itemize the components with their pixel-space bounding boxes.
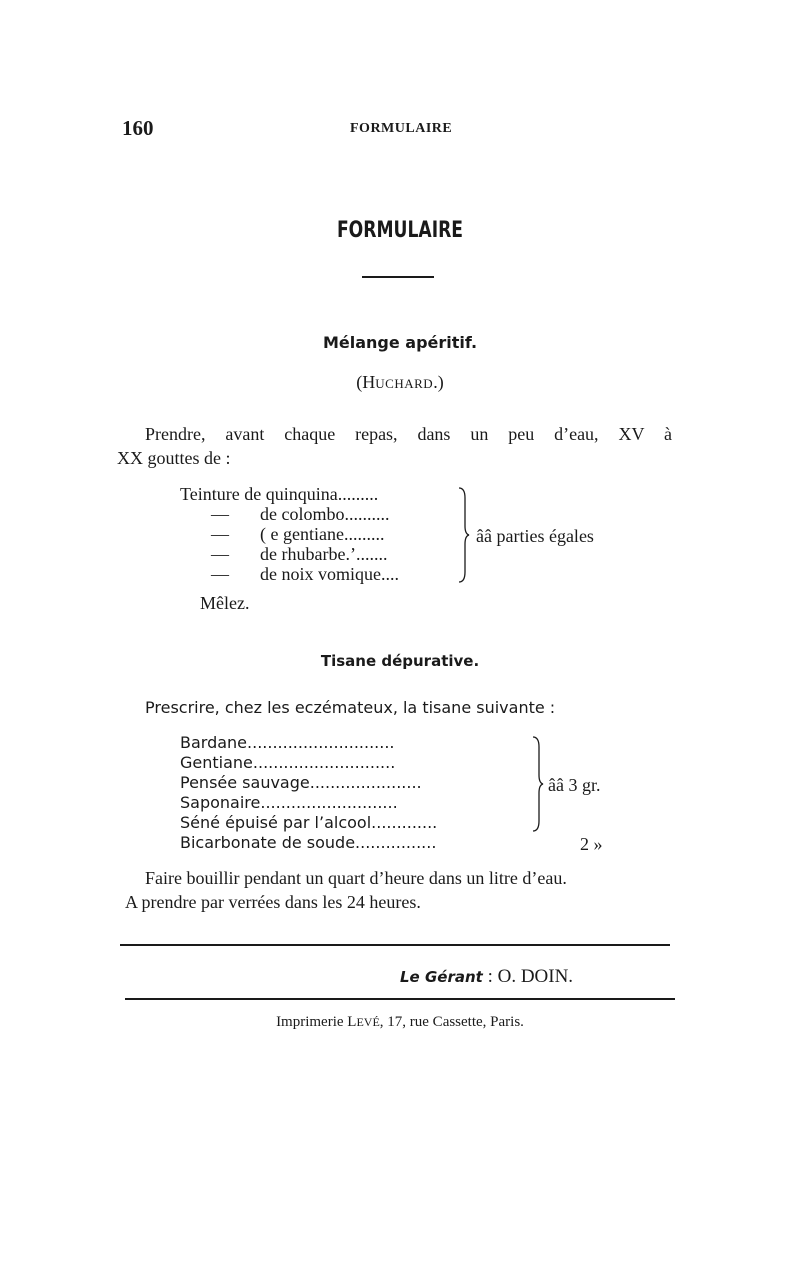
imprint-smallcaps: EVÉ xyxy=(356,1015,380,1029)
brace-icon xyxy=(456,486,470,584)
recipe-item: Séné épuisé par l’alcool............. xyxy=(180,813,438,832)
gerant-separator: : xyxy=(482,966,498,987)
section1-title: Mélange apéritif. xyxy=(322,333,478,352)
ditto-dash: — xyxy=(211,544,229,564)
ditto-dash: — xyxy=(211,524,229,544)
ditto-dash: — xyxy=(211,564,229,584)
recipe-item: Pensée sauvage...................... xyxy=(180,773,422,792)
ditto-dash: — xyxy=(211,504,229,524)
section2-intro: Prescrire, chez les eczémateux, la tisane suivante : xyxy=(145,698,556,717)
section2-title: Tisane dépurative. xyxy=(320,652,480,670)
author-open: (H xyxy=(356,372,376,392)
title-rule xyxy=(362,276,434,278)
footer-rule-bottom xyxy=(125,998,675,1000)
footer-rule-top xyxy=(120,944,670,946)
printer-imprint xyxy=(0,1014,800,1031)
recipe-instruction: Mêlez. xyxy=(200,593,250,613)
running-title: FORMULAIRE xyxy=(350,121,453,136)
recipe-item: Gentiane............................ xyxy=(180,753,396,772)
recipe-item: Bardane............................. xyxy=(180,733,395,752)
recipe-item-text: ( e gentiane......... xyxy=(260,524,385,544)
brace-icon xyxy=(530,735,544,833)
section1-intro-line2: XX gouttes de : xyxy=(117,448,231,468)
recipe-item xyxy=(180,544,387,564)
recipe-item xyxy=(180,504,389,524)
main-title: FORMULAIRE xyxy=(336,218,464,243)
recipe-item xyxy=(180,524,384,544)
author-close: .) xyxy=(433,372,444,392)
section1-intro-line1: Prendre, avant chaque repas, dans un peu d’eau, XV à xyxy=(145,424,672,444)
author-credit xyxy=(0,372,800,393)
recipe-group-quantity: ââ 3 gr. xyxy=(548,775,601,795)
recipe-last-quantity: 2 » xyxy=(580,834,603,854)
recipe-quantity: ââ parties égales xyxy=(476,526,594,546)
gerant-name: O. DOIN. xyxy=(497,966,574,987)
closing-line2: A prendre par verrées dans les 24 heures. xyxy=(125,892,421,912)
recipe-item-text: de rhubarbe.’....... xyxy=(260,544,388,564)
gerant-line xyxy=(400,966,573,988)
recipe-item: Bicarbonate de soude................ xyxy=(180,833,437,852)
page-number: 160 xyxy=(122,116,154,140)
author-smallcaps: UCHARD xyxy=(375,376,434,391)
recipe-item-text: de colombo.......... xyxy=(260,504,390,524)
closing-line1: Faire bouillir pendant un quart d’heure dans un litre d’eau. xyxy=(145,868,567,888)
imprint-end: , 17, rue Cassette, Paris. xyxy=(379,1014,524,1030)
recipe-item xyxy=(180,564,399,584)
recipe-item: Saponaire........................... xyxy=(180,793,398,812)
recipe-item: Teinture de quinquina......... xyxy=(180,484,379,504)
gerant-label: Le Gérant xyxy=(400,968,483,986)
imprint-start: Imprimerie L xyxy=(276,1014,357,1030)
recipe-item-text: de noix vomique.... xyxy=(260,564,399,584)
